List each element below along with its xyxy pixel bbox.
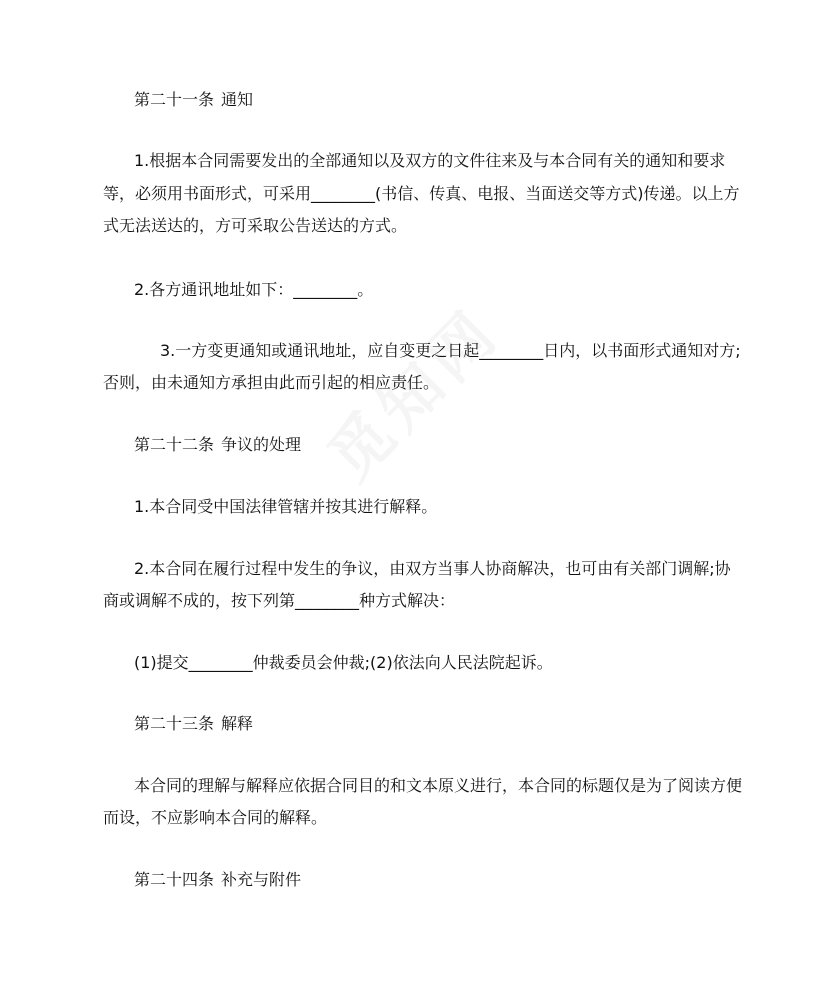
art21-para1-line2: 等，必须用书面形式，可采用________(书信、传真、电报、当面送交等方式)传递。以上方 <box>103 184 740 203</box>
art22-para2-line1: 2.本合同在履行过程中发生的争议，由双方当事人协商解决，也可由有关部门调解;协 <box>134 559 731 578</box>
article-23-title: 解释 <box>221 714 254 733</box>
art22-para3: (1)提交________仲裁委员会仲裁;(2)依法向人民法院起诉。 <box>134 653 553 672</box>
article-24-title: 补充与附件 <box>221 870 302 889</box>
article-22-heading <box>0 434 301 456</box>
art23-para1-line2: 而设，不应影响本合同的解释。 <box>103 808 328 827</box>
article-21-heading <box>0 89 253 111</box>
article-24-heading <box>0 869 301 891</box>
art21-para1-line3: 式无法送达的，方可采取公告送达的方式。 <box>103 216 408 235</box>
art21-para2: 2.各方通讯地址如下：________。 <box>134 280 374 299</box>
article-23-number: 第二十三条 <box>134 714 215 733</box>
art23-para1-line1: 本合同的理解与解释应依据合同目的和文本原义进行，本合同的标题仅是为了阅读方便 <box>134 776 743 795</box>
article-21-title: 通知 <box>221 90 254 109</box>
art22-para1: 1.本合同受中国法律管辖并按其进行解释。 <box>134 497 438 516</box>
art21-para1-line1: 1.根据本合同需要发出的全部通知以及双方的文件往来及与本合同有关的通知和要求 <box>134 151 726 170</box>
article-22-title: 争议的处理 <box>221 435 302 454</box>
article-23-heading <box>0 713 253 735</box>
article-21-number: 第二十一条 <box>134 90 215 109</box>
article-24-number: 第二十四条 <box>134 870 215 889</box>
art21-para3-line1: 3.一方变更通知或通讯地址，应自变更之日起________日内，以书面形式通知对方; <box>160 341 741 360</box>
art21-para3-line2: 否则，由未通知方承担由此而引起的相应责任。 <box>103 373 440 392</box>
article-22-number: 第二十二条 <box>134 435 215 454</box>
art22-para2-line2: 商或调解不成的，按下列第________种方式解决： <box>103 591 456 610</box>
